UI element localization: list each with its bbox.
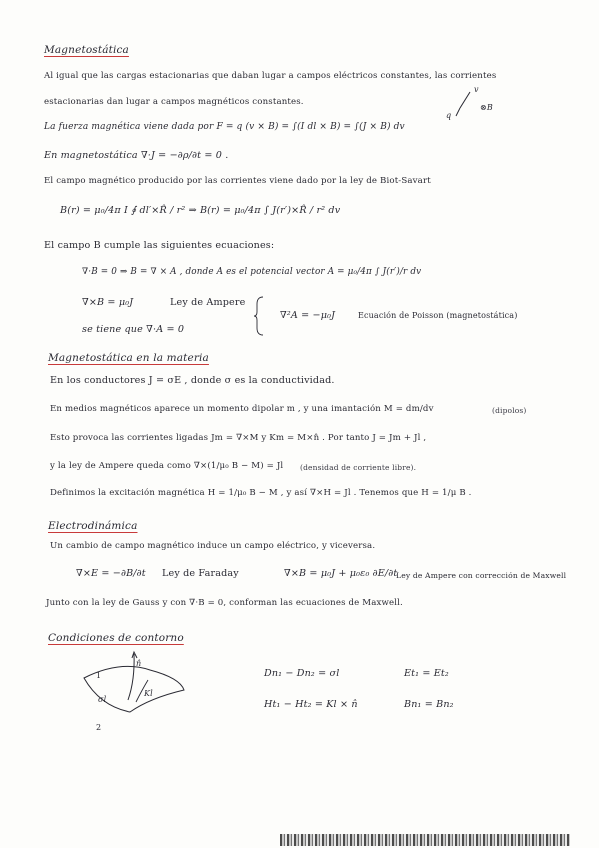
text-line: El campo magnético producido por las corrientes viene dado por la ley de Biot-Savart (44, 176, 431, 186)
text-line: En medios magnéticos aparece un momento dipolar m , y una imantación M = dm/dv (50, 404, 434, 414)
note-densidad: (densidad de corriente libre). (300, 463, 417, 472)
equation-bc-e: Et₁ = Et₂ (404, 668, 449, 679)
label-faraday: Ley de Faraday (162, 568, 239, 579)
equation-biot-savart: B(r) = μ₀/4π I ∮ dl′×R̂ / r² ⇒ B(r) = μ₀/4π ∫ J(r′)×R̂ / r² dv (60, 205, 341, 216)
text-line: Un cambio de campo magnético induce un campo eléctrico, y viceversa. (50, 541, 376, 551)
sketch-q-label: q (446, 111, 452, 120)
equation-ampere: ∇×B = μ₀J (82, 297, 134, 308)
heading-contorno: Condiciones de contorno (48, 632, 184, 644)
equation-ampere-maxwell: ∇×B = μ₀J + μ₀ε₀ ∂E/∂t (284, 568, 398, 579)
text-line: En los conductores J = σE , donde σ es la conductividad. (50, 375, 335, 386)
text-line: Definimos la excitación magnética H = 1/μ₀ B − M , y así ∇×H = Jl . Tenemos que H = 1/μ B . (50, 488, 472, 498)
note-dipolos: (dipolos) (492, 406, 527, 415)
equation-bc-h: Ht₁ − Ht₂ = Kl × n̂ (264, 699, 358, 710)
equation-faraday: ∇×E = −∂B/∂t (76, 568, 146, 579)
scan-strip (280, 834, 570, 846)
equation-divB: ∇·B = 0 ⇒ B = ∇ × A , donde A es el potencial vector A = μ₀/4π ∫ J(r′)/r dv (82, 267, 422, 277)
fig-label-1: 1 (96, 671, 102, 680)
text-line: estacionarias dan lugar a campos magnéticos constantes. (44, 97, 304, 107)
equation-bc-b: Bn₁ = Bn₂ (404, 699, 454, 710)
text-line: Junto con la ley de Gauss y con ∇·B = 0, conforman las ecuaciones de Maxwell. (46, 598, 403, 608)
fig-label-k: Kl (144, 689, 153, 698)
heading-electrodinamica: Electrodinámica (48, 520, 138, 532)
equation-gauge: se tiene que ∇·A = 0 (82, 324, 185, 335)
equation-bc-d: Dn₁ − Dn₂ = σl (264, 668, 340, 679)
fig-label-sigma: σl (98, 695, 107, 704)
heading-magnetostatica: Magnetostática (44, 44, 129, 56)
equation-fuerza: La fuerza magnética viene dada por F = q (v × B) = ∫(I dl × B) = ∫(J × B) dv (44, 122, 405, 132)
text-line: y la ley de Ampere queda como ∇×(1/μ₀ B − M) = Jl (50, 461, 284, 471)
text-line: Al igual que las cargas estacionarias que daban lugar a campos eléctricos constantes, las corrientes (44, 71, 497, 81)
label-poisson: Ecuación de Poisson (magnetostática) (358, 311, 518, 320)
sketch-b-label: ⊗B (480, 103, 493, 112)
heading-materia: Magnetostática en la materia (48, 352, 209, 364)
fig-label-normal: n̂ (136, 659, 142, 668)
text-line: Esto provoca las corrientes ligadas Jm = ∇×M y Km = M×n̂ . Por tanto J = Jm + Jl , (50, 433, 427, 443)
equation-divJ: En magnetostática ∇·J = −∂ρ/∂t = 0 . (44, 150, 229, 161)
brace-icon (253, 296, 265, 336)
sketch-v-label: v (474, 85, 479, 94)
equation-poisson: ∇²A = −μ₀J (280, 310, 336, 321)
text-line: El campo B cumple las siguientes ecuaciones: (44, 240, 275, 251)
label-ampere-maxwell: Ley de Ampere con corrección de Maxwell (396, 571, 567, 580)
label-ley-ampere: Ley de Ampere (170, 297, 246, 308)
fig-label-2: 2 (96, 723, 102, 732)
